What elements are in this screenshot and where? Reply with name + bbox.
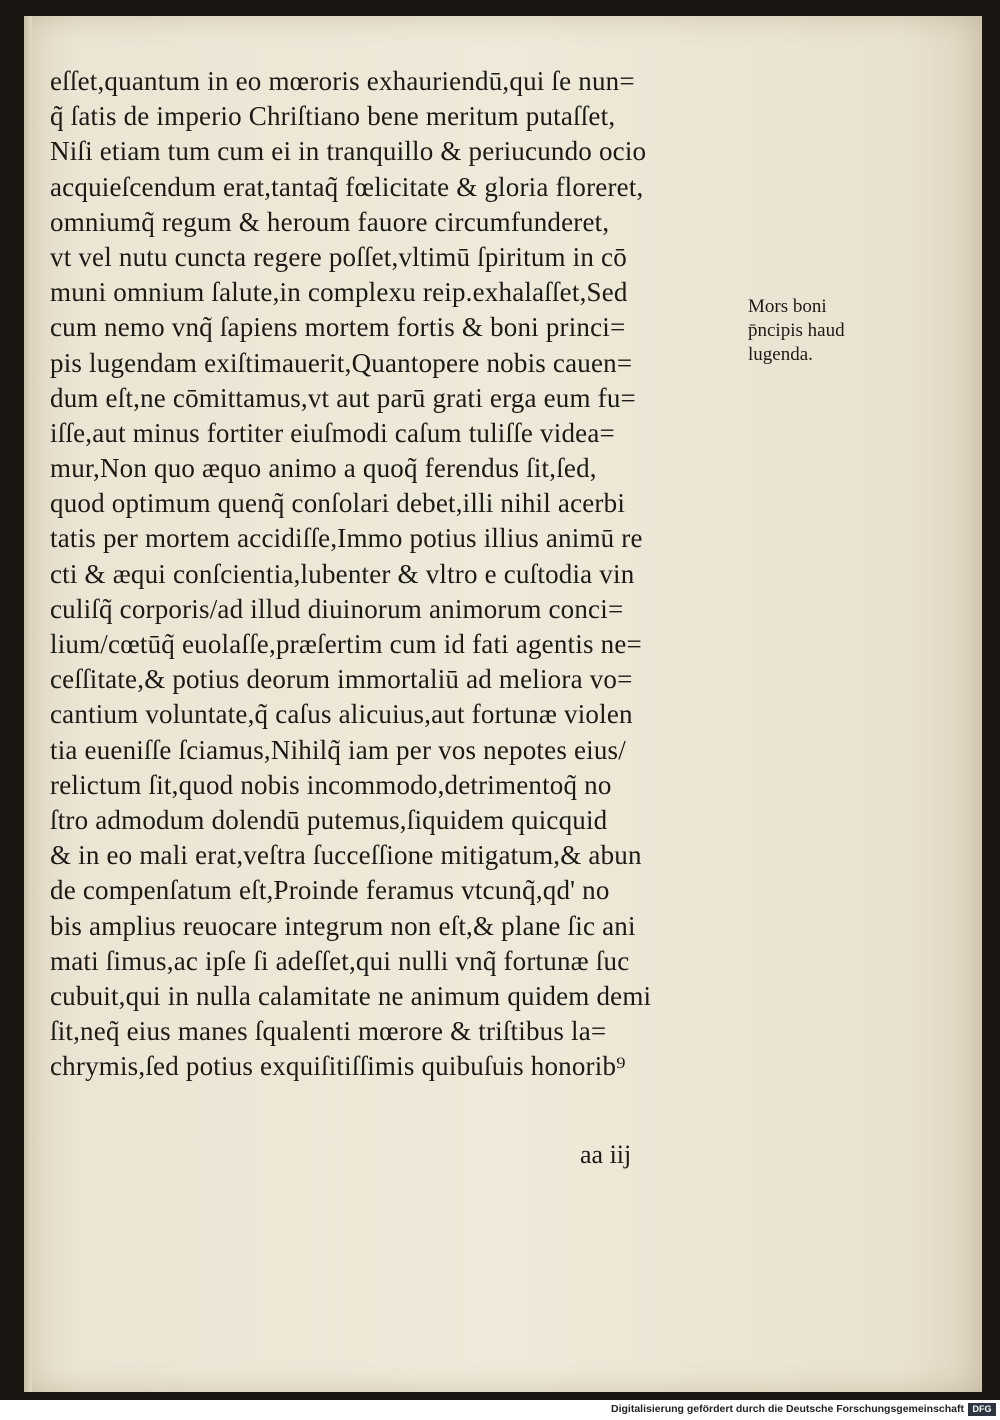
text-line: ſtro admodum dolendū putemus,ſiquidem quicquid [50,804,608,835]
text-line: & in eo mali erat,veſtra ſucceſſione mitigatum,& abun [50,840,642,871]
text-line: de compenſatum eſt,Proinde feramus vtcunq̃,qd' no [50,875,610,906]
text-line: cantium voluntate,q̃ caſus alicuius,aut fortunæ violen [50,699,633,730]
text-line: tatis per mortem accidiſſe,Immo potius illius animū re [50,523,643,554]
text-line: omniumq̃ regum & heroum fauore circumfunderet, [50,206,610,237]
text-line: lium/cœtūq̃ euolaſſe,præſertim cum id fati agentis ne= [50,629,642,659]
text-line: mur,Non quo æquo animo a quoq̃ ferendus ſit,ſed, [50,453,597,484]
text-line: q̃ ſatis de imperio Chriſtiano bene meritum putaſſet, [50,101,616,132]
text-line: cubuit,qui in nulla calamitate ne animum quidem demi [50,980,652,1011]
footer-bar [0,1400,1000,1420]
main-text-block [50,64,790,1084]
marginal-note-line: lugenda. [748,344,813,365]
text-line: bis amplius reuocare integrum non eſt,& plane ſic ani [50,910,636,941]
text-line: pis lugendam exiſtimauerit,Quantopere nobis cauen= [50,347,633,378]
text-line: Niſi etiam tum cum ei in tranquillo & periucundo ocio [50,136,647,167]
funding-credit: Digitalisierung gefördert durch die Deutsche Forschungsgemeinschaft [611,1403,964,1415]
marginal-note-line: p̄ncipis haud [748,320,845,341]
text-line: vt vel nutu cuncta regere poſſet,vltimū ſpiritum in cō [50,241,627,272]
text-line: chrymis,ſed potius exquiſitiſſimis quibuſuis honorib⁹ [50,1051,626,1082]
text-line: muni omnium ſalute,in complexu reip.exhalaſſet,Sed [50,277,628,308]
text-line: dum eſt,ne cōmittamus,vt aut parū grati erga eum fu= [50,382,636,413]
text-line: relictum ſit,quod nobis incommodo,detrimentoq̃ no [50,769,612,800]
dfg-logo-icon: DFG [968,1403,996,1416]
page-gutter-edge [24,16,32,1392]
text-line: tia eueniſſe ſciamus,Nihilq̃ iam per vos nepotes eius/ [50,734,626,765]
text-line: ceſſitate,& potius deorum immortaliū ad meliora vo= [50,664,633,695]
text-line: mati ſimus,ac ipſe ſi adeſſet,qui nulli vnq̃ fortunæ ſuc [50,945,630,976]
text-line: quod optimum quenq̃ conſolari debet,illi nihil acerbi [50,488,626,519]
text-line: iſſe,aut minus fortiter eiuſmodi caſum tuliſſe videa= [50,417,615,448]
text-line: cti & æqui conſcientia,lubenter & vltro e cuſtodia vin [50,558,635,589]
text-line: acquieſcendum erat,tantaq̃ fœlicitate & gloria floreret, [50,171,644,202]
marginal-note-line: Mors boni [748,296,827,317]
text-line: cum nemo vnq̃ ſapiens mortem fortis & boni princi= [50,312,626,343]
signature-mark: aa iij [580,1140,632,1169]
text-line: culiſq̃ corporis/ad illud diuinorum animorum conci= [50,593,624,624]
text-line: ſit,neq̃ eius manes ſqualenti mœrore & triſtibus la= [50,1016,607,1047]
text-line: eſſet,quantum in eo mœroris exhauriendū,qui ſe nun= [50,66,635,96]
marginal-note [748,295,928,367]
